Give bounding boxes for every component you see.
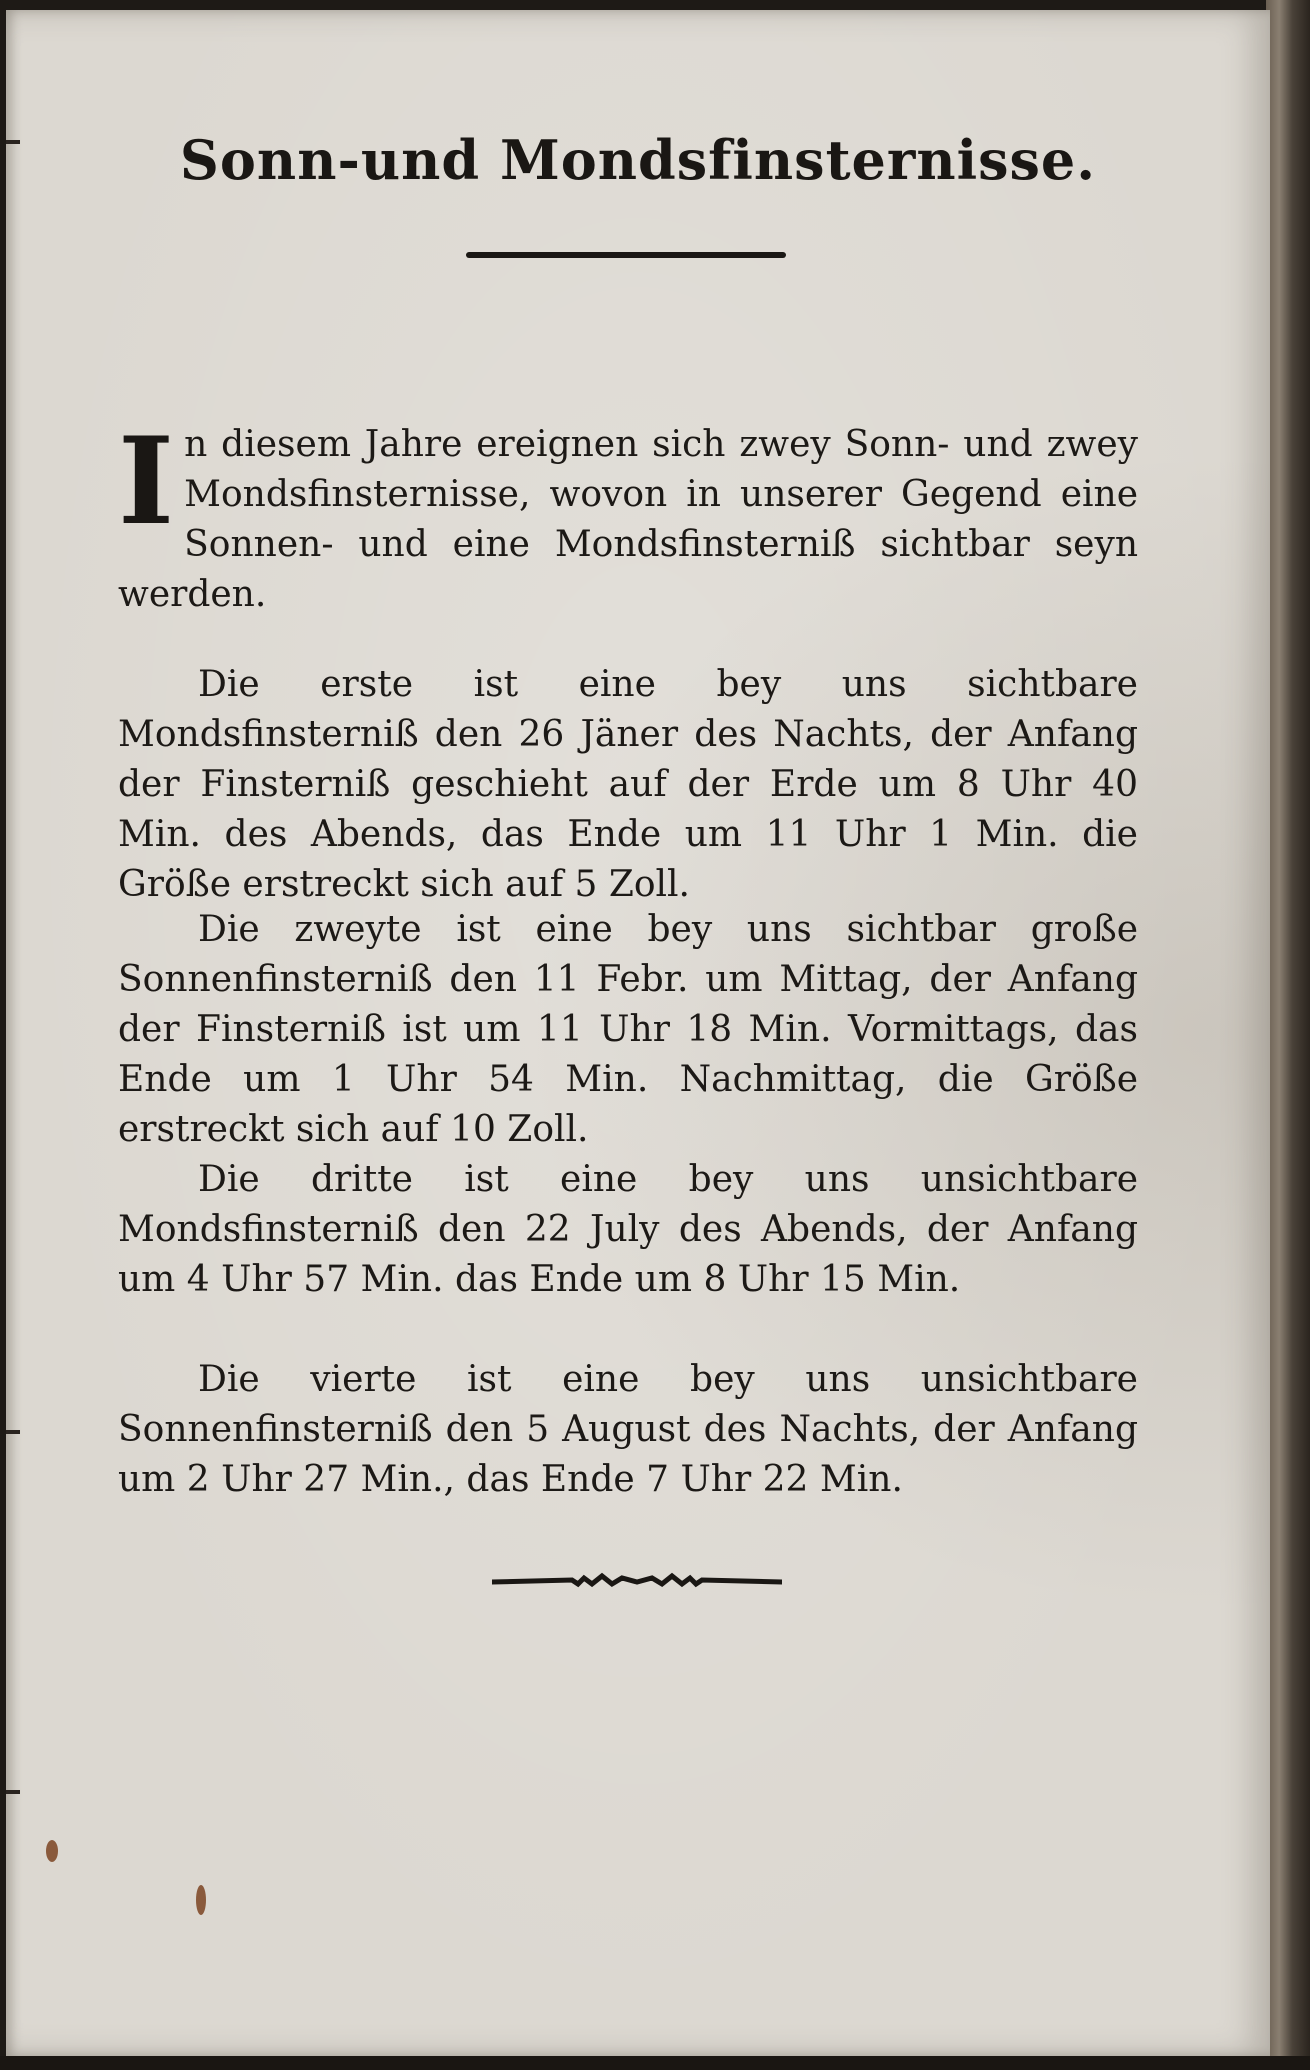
binding-mark [6, 1430, 20, 1434]
paper-stain [46, 1840, 58, 1862]
intro-paragraph [118, 411, 1138, 620]
paragraph-third-eclipse: Die dritte ist eine bey uns unsichtbare Mondsfinsterniß den 22 July des Abends, der Anfang um 4 Uhr 57 Min. das Ende um 8 Uhr 15 Min. [118, 1159, 1138, 1300]
title-rule [466, 252, 786, 258]
paper-stain [196, 1885, 206, 1915]
drop-cap: I [118, 411, 175, 552]
paragraph-second-eclipse: Die zweyte ist eine bey uns sichtbar große Sonnenfinsterniß den 11 Febr. um Mittag, der Anfang der Finsterniß ist um 11 Uhr 18 Min. Vormittags, das Ende um 1 Uhr 54 Min. Nachmittag, die Größe erstreckt sich auf 10 Zoll. [118, 909, 1138, 1150]
ornament-divider [492, 1570, 782, 1594]
paragraph-first-eclipse: Die erste ist eine bey uns sichtbare Mondsfinsterniß den 26 Jäner des Nachts, der Anfang der Finsterniß geschieht auf der Erde um 8 Uhr 40 Min. des Abends, das Ende um 11 Uhr 1 Min. die Größe erstreckt sich auf 5 Zoll. [118, 664, 1138, 905]
book-bottom-edge [0, 2056, 1310, 2070]
page-title: Sonn-und Mondsfinsternisse. [179, 128, 1097, 192]
book-page-edges [1266, 0, 1310, 2070]
binding-mark [6, 1790, 20, 1794]
book-page [6, 10, 1270, 2056]
intro-text: n diesem Jahre ereignen sich zwey Sonn- und zwey Mondsfinsternisse, wovon in unserer Gegend eine Sonnen- und eine Mondsfinsterniß sichtbar seyn werden. [118, 424, 1138, 615]
paragraph-fourth-eclipse: Die vierte ist eine bey uns unsichtbare Sonnenfinsterniß den 5 August des Nachts, der Anfang um 2 Uhr 27 Min., das Ende 7 Uhr 22 Min. [118, 1359, 1138, 1500]
